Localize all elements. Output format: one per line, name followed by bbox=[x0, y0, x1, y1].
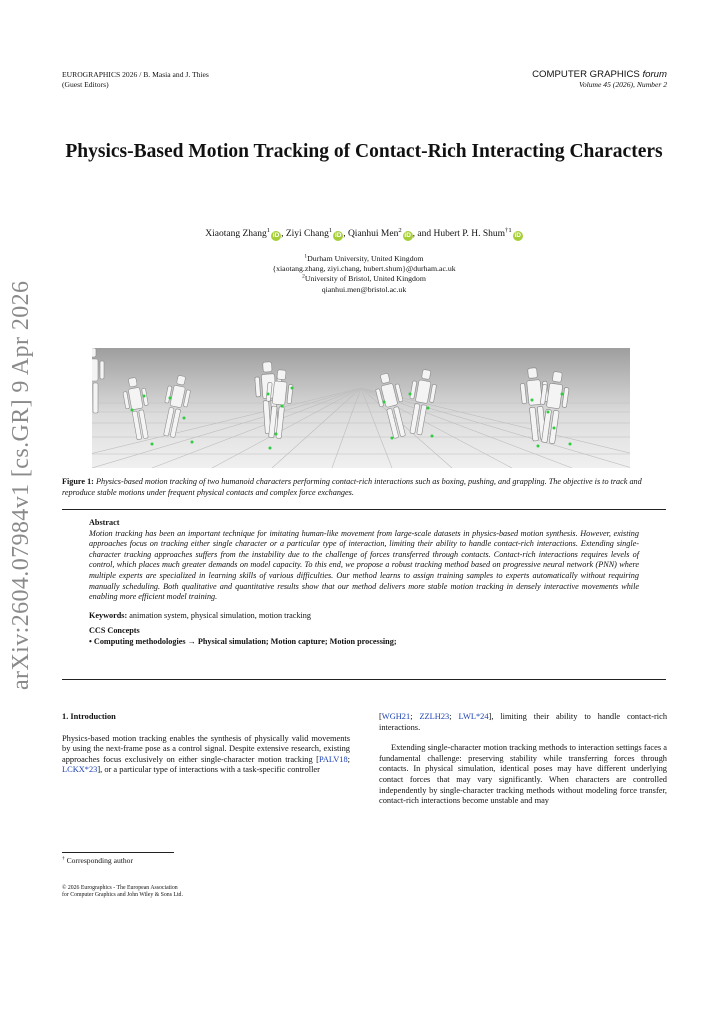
citation-link[interactable]: LCKX*23 bbox=[62, 765, 98, 775]
citation-link[interactable]: ZZLH23 bbox=[419, 712, 450, 721]
abstract-heading: Abstract bbox=[89, 518, 120, 527]
teaser-figure bbox=[92, 348, 630, 468]
figure-label: Figure 1: bbox=[62, 477, 94, 486]
intro-paragraph-2: Extending single-character motion tracking methods to interaction settings faces a fundamental challenge: preserving stability while transferring forces through contacts. In physical simulation, identical poses may have different underlying contact forces that may vary significantly. When characters are controlled independently by single-character tracking methods without modeling force transfer, contact-rich interactions become unstable and may bbox=[379, 743, 667, 806]
author-name: Hubert P. H. Shum bbox=[433, 229, 506, 239]
editors-note: (Guest Editors) bbox=[62, 79, 109, 89]
footnote-rule bbox=[62, 852, 174, 853]
citation-link[interactable]: WGH21 bbox=[381, 712, 411, 721]
affiliation-1: Durham University, United Kingdom bbox=[307, 254, 424, 263]
running-header-right bbox=[532, 70, 667, 89]
intro-continued: [WGH21; ZZLH23; LWL*24], limiting their ability to handle contact-rich interactions. bbox=[379, 712, 668, 732]
author-name: Ziyi Chang bbox=[285, 229, 329, 239]
conference-line: EUROGRAPHICS 2026 / B. Masia and J. Thies bbox=[62, 70, 209, 79]
intro-column-right bbox=[379, 712, 667, 807]
author-name: Xiaotang Zhang bbox=[205, 229, 267, 239]
ccs-heading: CCS Concepts bbox=[89, 626, 140, 636]
intro-paragraph-1: Physics-based motion tracking enables the synthesis of physically valid movements by using the next-frame pose as a control signal. Despite extensive research, existing approaches focus exclusively on either single-character motion tracking [PALV18; LCKX*23], or a particular type of interactions with a task-specific controller bbox=[62, 733, 350, 775]
orcid-icon[interactable]: iD bbox=[514, 232, 521, 239]
running-header-left bbox=[62, 70, 209, 89]
figure-caption-text: Physics-based motion tracking of two humanoid characters performing contact-rich interactions such as boxing, pushing, and grappling. The objective is to track and reproduce stable motions under frequent physical contacts and complex force exchanges. bbox=[62, 477, 642, 497]
affiliations: $^1$Durham University, United Kingdom {xiaotang.zhang, ziyi.chang, hubert.shum}@durham.ac.uk $^2$University of Bristol, United Kingdom qianhui.men@bristol.ac.uk bbox=[62, 254, 666, 295]
orcid-icon[interactable]: iD bbox=[334, 232, 342, 239]
rule-top bbox=[62, 509, 666, 510]
orcid-icon[interactable]: iD bbox=[272, 232, 280, 239]
abstract-text: Motion tracking has been an important technique for imitating human-like movement from large-scale datasets in physics-based motion synthesis. However, existing approaches focus on tracking either single character or a particular type of interaction, limiting their ability to handle contact-rich interactions. Extending single-character tracking approaches suffers from the instability due to the challenge of forces transferred through contacts. Contact-rich interactions requires levels of control, which places much greater demands on model capacity. To this end, we propose a robust tracking method based on progressive neural network (PNN) where multiple experts are specialized in learning skills of various difficulties. Our method learns to assign training samples to experts automatically without requiring manually scheduling. Both qualitative and quantitative results show that our method delivers more stable motion tracking in densely interactive movements while enabling more efficient model training. bbox=[89, 528, 639, 602]
footnote: † Corresponding author bbox=[62, 855, 133, 865]
ccs-concepts: CCS Concepts • Computing methodologies → Physical simulation; Motion capture; Motion processing; bbox=[89, 626, 639, 647]
copyright: © 2026 Eurographics - The European Association for Computer Graphics and John Wiley & Sons Ltd. bbox=[62, 885, 183, 899]
journal-name: COMPUTER GRAPHICS forum bbox=[532, 69, 667, 80]
citation-link[interactable]: PALV18 bbox=[318, 754, 348, 764]
keywords: Keywords: animation system, physical simulation, motion tracking bbox=[89, 610, 311, 620]
paper-title: Physics-Based Motion Tracking of Contact-Rich Interacting Characters bbox=[65, 141, 663, 162]
intro-column-left bbox=[62, 712, 350, 776]
emails-1: {xiaotang.zhang, ziyi.chang, hubert.shum}@durham.ac.uk bbox=[272, 264, 456, 274]
author-name: Qianhui Men bbox=[347, 229, 399, 239]
figure-caption bbox=[62, 477, 666, 498]
author-list: Xiaotang Zhang$^1$iD , Ziyi Chang$^1$iD , Qianhui Men$^2$iD , and Hubert P. H. Shum$^{\dagger 1}$iD bbox=[205, 226, 521, 239]
arxiv-stamp: arXiv:2604.07984v1 [cs.GR] 9 Apr 2026 bbox=[8, 280, 34, 690]
orcid-icon[interactable]: iD bbox=[404, 232, 411, 239]
rule-bottom bbox=[62, 679, 666, 680]
affiliation-2: University of Bristol, United Kingdom bbox=[304, 274, 426, 284]
abstract bbox=[89, 518, 639, 648]
volume-line: Volume 45 (2026), Number 2 bbox=[579, 79, 667, 89]
email-2: qianhui.men@bristol.ac.uk bbox=[321, 284, 407, 294]
citation-link[interactable]: LWL*24 bbox=[458, 712, 489, 721]
section-heading: 1. Introduction bbox=[62, 712, 116, 721]
